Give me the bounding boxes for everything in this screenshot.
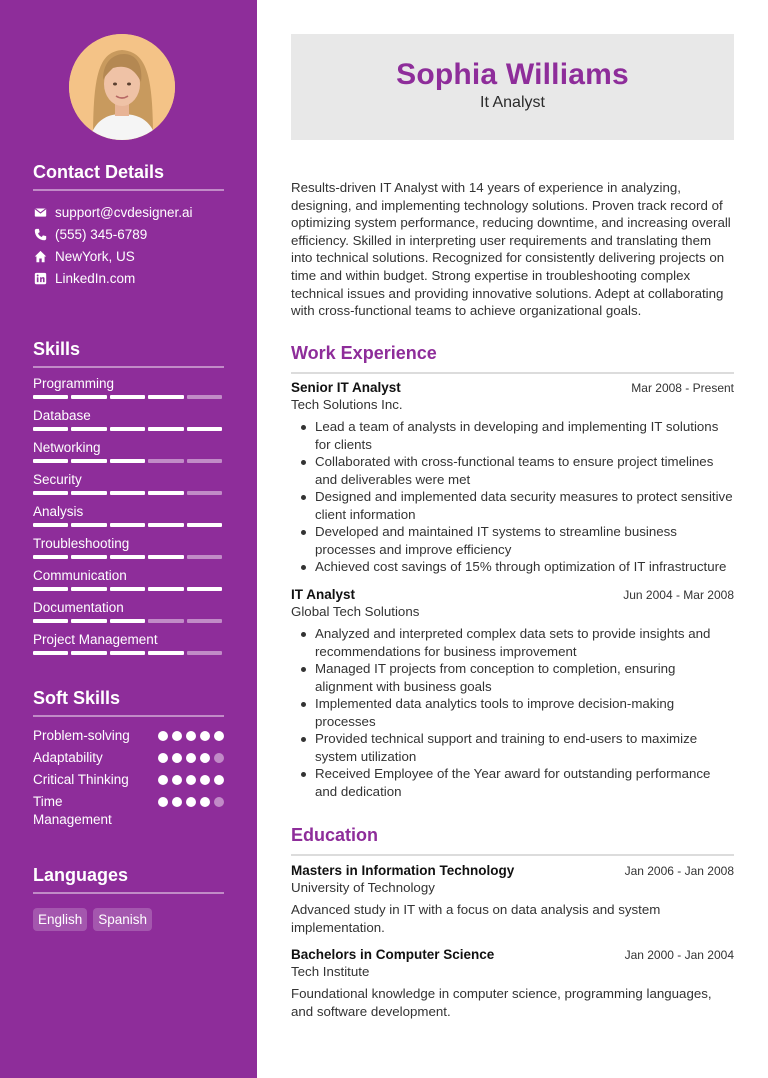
skill-item: [33, 374, 224, 406]
skill-level-bar: [33, 555, 222, 559]
skill-level-bar: [33, 459, 222, 463]
education-entry: [291, 947, 734, 1020]
rating-dot: [172, 775, 182, 785]
skill-level-bar: [33, 651, 222, 655]
skill-level-segment: [110, 395, 145, 399]
skill-level-segment: [148, 587, 183, 591]
contact-linkedin-text: LinkedIn.com: [55, 270, 136, 286]
skill-level-segment: [33, 555, 68, 559]
skill-level-segment: [33, 523, 68, 527]
skill-level-segment: [33, 459, 68, 463]
job-bullet: Analyzed and interpreted complex data sets to provide insights and recommendations for business improvement: [315, 625, 734, 660]
rating-dot: [214, 731, 224, 741]
contact-list: [33, 201, 224, 289]
skill-level-bar: [33, 427, 222, 431]
rating-dot: [172, 797, 182, 807]
skill-level-segment: [71, 427, 106, 431]
contact-title: Contact Details: [33, 162, 224, 191]
job-bullets: [291, 418, 734, 576]
rating-dot: [172, 731, 182, 741]
skill-level-segment: [110, 619, 145, 623]
skill-name: Project Management: [33, 632, 158, 647]
skill-level-segment: [148, 619, 183, 623]
job-bullet: Received Employee of the Year award for outstanding performance and dedication: [315, 765, 734, 800]
soft-skills-title: Soft Skills: [33, 688, 224, 717]
skill-item: [33, 630, 224, 662]
contact-phone[interactable]: [33, 223, 224, 245]
skill-level-segment: [33, 491, 68, 495]
person-role: It Analyst: [480, 94, 545, 111]
job-bullet: Implemented data analytics tools to improve decision-making processes: [315, 695, 734, 730]
envelope-icon: [33, 205, 47, 219]
rating-dot: [214, 797, 224, 807]
languages-title: Languages: [33, 865, 224, 894]
home-icon: [33, 249, 47, 263]
contact-linkedin[interactable]: [33, 267, 224, 289]
skill-name: Database: [33, 408, 91, 423]
job-company: Tech Solutions Inc.: [291, 397, 403, 412]
rating-dot: [214, 775, 224, 785]
rating-dot: [214, 753, 224, 763]
skill-level-segment: [71, 619, 106, 623]
contact-section: [33, 162, 224, 289]
skill-level-segment: [187, 555, 222, 559]
soft-skill-name: Problem-solving: [33, 728, 130, 743]
soft-skill-item: [33, 771, 224, 793]
job-bullets: [291, 625, 734, 800]
skill-item: [33, 598, 224, 630]
skill-level-segment: [33, 395, 68, 399]
job-entry: [291, 380, 734, 576]
languages-list: [33, 908, 224, 931]
skill-level-segment: [33, 651, 68, 655]
skill-name: Analysis: [33, 504, 84, 519]
skill-level-segment: [110, 427, 145, 431]
job-bullet: Collaborated with cross-functional teams to ensure project timelines and deliverables were met: [315, 453, 734, 488]
skills-section: [33, 339, 224, 662]
person-name: Sophia Williams: [396, 58, 629, 91]
skill-name: Networking: [33, 440, 101, 455]
education-date: Jan 2006 - Jan 2008: [624, 864, 734, 878]
soft-skill-name: Critical Thinking: [33, 772, 129, 787]
contact-email[interactable]: [33, 201, 224, 223]
skill-level-segment: [187, 619, 222, 623]
soft-skill-item: [33, 727, 224, 749]
rating-dot: [158, 775, 168, 785]
skill-level-bar: [33, 587, 222, 591]
skill-level-segment: [110, 587, 145, 591]
skill-level-segment: [110, 555, 145, 559]
skill-level-segment: [110, 459, 145, 463]
skill-level-segment: [33, 619, 68, 623]
skill-level-segment: [187, 395, 222, 399]
education-title: Education: [291, 825, 734, 856]
skill-name: Communication: [33, 568, 127, 583]
skill-level-segment: [148, 651, 183, 655]
rating-dot: [186, 731, 196, 741]
job-bullet: Designed and implemented data security measures to protect sensitive client information: [315, 489, 733, 522]
skill-level-segment: [110, 523, 145, 527]
rating-dot: [200, 775, 210, 785]
skill-item: [33, 534, 224, 566]
skill-level-bar: [33, 523, 222, 527]
skill-level-segment: [71, 651, 106, 655]
contact-location-text: NewYork, US: [55, 248, 135, 264]
skill-level-bar: [33, 619, 222, 623]
skill-level-segment: [33, 587, 68, 591]
soft-skill-item: [33, 749, 224, 771]
job-title: Senior IT Analyst: [291, 380, 401, 395]
rating-dot: [158, 753, 168, 763]
skill-level-segment: [71, 459, 106, 463]
education-description: Advanced study in IT with a focus on data analysis and system implementation.: [291, 902, 661, 935]
language-tag: Spanish: [93, 908, 152, 931]
soft-skill-rating: [158, 771, 224, 785]
rating-dot: [200, 731, 210, 741]
skill-level-segment: [110, 491, 145, 495]
language-tag: English: [33, 908, 87, 931]
skill-level-segment: [71, 395, 106, 399]
job-bullet: Provided technical support and training to end-users to maximize system utilization: [315, 730, 734, 765]
soft-skill-item: [33, 793, 224, 829]
soft-skill-name: Adaptability: [33, 750, 103, 765]
skill-level-segment: [71, 523, 106, 527]
job-date: Mar 2008 - Present: [631, 381, 734, 395]
skill-level-segment: [187, 587, 222, 591]
soft-skills-list: [33, 727, 224, 829]
phone-icon: [33, 227, 47, 241]
job-bullet: Achieved cost savings of 15% through optimization of IT infrastructure: [315, 558, 734, 576]
school-name: University of Technology: [291, 880, 435, 895]
rating-dot: [200, 797, 210, 807]
rating-dot: [186, 775, 196, 785]
job-company: Global Tech Solutions: [291, 604, 420, 619]
job-bullet: Lead a team of analysts in developing and implementing IT solutions for clients: [315, 418, 734, 453]
skill-level-segment: [71, 587, 106, 591]
skill-level-segment: [187, 459, 222, 463]
soft-skill-rating: [158, 727, 224, 741]
avatar: [69, 34, 175, 140]
rating-dot: [186, 797, 196, 807]
languages-section: [33, 865, 224, 931]
skill-name: Programming: [33, 376, 115, 391]
sidebar: [0, 0, 257, 1078]
skill-level-bar: [33, 395, 222, 399]
contact-email-text: support@cvdesigner.ai: [55, 204, 193, 220]
job-bullet: Managed IT projects from conception to completion, ensuring alignment with business goals: [315, 660, 734, 695]
skill-level-segment: [71, 491, 106, 495]
skill-level-segment: [33, 427, 68, 431]
contact-phone-text: (555) 345-6789: [55, 226, 148, 242]
skill-level-segment: [148, 395, 183, 399]
soft-skill-rating: [158, 749, 224, 763]
skill-level-segment: [71, 555, 106, 559]
skill-item: [33, 566, 224, 598]
skill-item: [33, 502, 224, 534]
school-name: Tech Institute: [291, 964, 370, 979]
soft-skill-name: Time Management: [33, 794, 112, 827]
job-entry: [291, 587, 734, 800]
job-date: Jun 2004 - Mar 2008: [623, 588, 734, 602]
skill-level-segment: [187, 523, 222, 527]
rating-dot: [158, 797, 168, 807]
skill-item: [33, 470, 224, 502]
education-date: Jan 2000 - Jan 2004: [624, 948, 734, 962]
degree-title: Bachelors in Computer Science: [291, 947, 495, 962]
work-experience-title: Work Experience: [291, 343, 734, 374]
degree-title: Masters in Information Technology: [291, 863, 515, 878]
profile-photo: [69, 34, 175, 140]
job-title: IT Analyst: [291, 587, 356, 602]
name-header: [291, 34, 734, 140]
skill-level-segment: [148, 427, 183, 431]
skill-level-segment: [148, 491, 183, 495]
skill-level-segment: [187, 651, 222, 655]
profile-summary: Results-driven IT Analyst with 14 years of experience in analyzing, designing, and implementing technology solutions. Proven track record of optimizing system performance, reducing downtime, and increasing overall efficiency. Skilled in interpreting user requirements and translating them into technical solutions. Recognized for consistently delivering projects on time and within budget. Strong expertise in troubleshooting complex technical issues and providing innovative solutions. Adept at collaborating with cross-functional teams to achieve organizational goals.: [291, 180, 731, 319]
skill-name: Security: [33, 472, 82, 487]
skill-level-segment: [187, 491, 222, 495]
contact-location: [33, 245, 224, 267]
rating-dot: [186, 753, 196, 763]
skill-level-segment: [187, 427, 222, 431]
rating-dot: [158, 731, 168, 741]
job-bullet: Developed and maintained IT systems to streamline business processes and improve efficiency: [315, 523, 734, 558]
skills-title: Skills: [33, 339, 224, 368]
skill-level-segment: [110, 651, 145, 655]
education-entry: [291, 863, 734, 936]
soft-skill-rating: [158, 793, 224, 807]
skills-list: [33, 374, 224, 662]
education-description: Foundational knowledge in computer science, programming languages, and software development.: [291, 986, 712, 1019]
rating-dot: [172, 753, 182, 763]
skill-level-segment: [148, 459, 183, 463]
skill-item: [33, 438, 224, 470]
skill-level-segment: [148, 523, 183, 527]
soft-skills-section: [33, 688, 224, 829]
skill-item: [33, 406, 224, 438]
skill-name: Troubleshooting: [33, 536, 130, 551]
skill-level-segment: [148, 555, 183, 559]
rating-dot: [200, 753, 210, 763]
skill-level-bar: [33, 491, 222, 495]
skill-name: Documentation: [33, 600, 124, 615]
linkedin-icon: [33, 271, 47, 285]
